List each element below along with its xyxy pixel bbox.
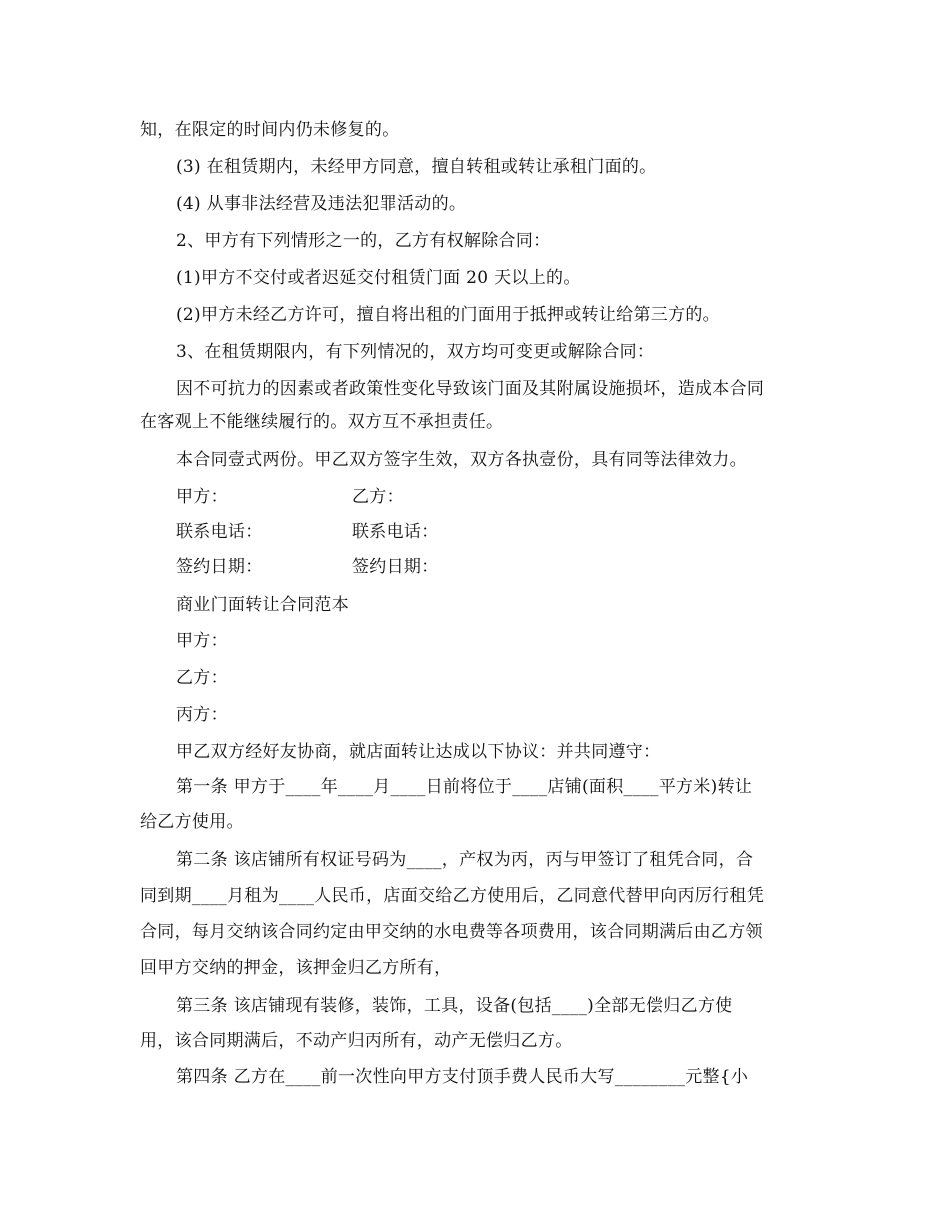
text-line: (3) 在租赁期内，未经甲方同意，擅自转租或转让承租门面的。 — [176, 157, 657, 177]
signature-row-phone — [176, 520, 576, 544]
text-line: 在客观上不能继续履行的。双方互不承担责任。 — [140, 412, 504, 432]
text-line: 第二条 该店铺所有权证号码为____，产权为丙，丙与甲签订了租凭合同，合 — [176, 850, 754, 870]
section-title: 商业门面转让合同范本 — [176, 595, 349, 615]
text-line: 3、在租赁期限内，有下列情况的，双方均可变更或解除合同： — [176, 342, 655, 362]
party-b-label: 乙方： — [352, 487, 404, 507]
phone-b-label: 联系电话： — [352, 522, 439, 542]
signature-row-date — [176, 555, 576, 579]
text-line: 第一条 甲方于____年____月____日前将位于____店铺(面积____平方米)转让 — [176, 777, 753, 797]
date-b-label: 签约日期： — [352, 557, 439, 577]
text-line: 本合同壹式两份。甲乙双方签字生效，双方各执壹份，具有同等法律效力。 — [176, 450, 747, 470]
party-a-label: 甲方： — [176, 487, 228, 507]
text-line: 知，在限定的时间内仍未修复的。 — [140, 120, 400, 140]
party-c-label: 丙方： — [176, 705, 228, 725]
text-line: (1)甲方不交付或者迟延交付租赁门面 20 天以上的。 — [176, 268, 581, 288]
text-line: 因不可抗力的因素或者政策性变化导致该门面及其附属设施损坏，造成本合同 — [176, 379, 765, 399]
phone-a-label: 联系电话： — [176, 522, 263, 542]
text-line: 同到期____月租为____人民币，店面交给乙方使用后，乙同意代替甲向丙厉行租凭 — [140, 886, 764, 906]
date-a-label: 签约日期： — [176, 557, 263, 577]
party-a-label: 甲方： — [176, 631, 228, 651]
text-line: (2)甲方未经乙方许可，擅自将出租的门面用于抵押或转让给第三方的。 — [176, 305, 720, 325]
text-line: 第三条 该店铺现有装修，装饰，工具，设备(包括____)全部无偿归乙方使 — [176, 996, 733, 1016]
text-line: 合同，每月交纳该合同约定由甲交纳的水电费等各项费用，该合同期满后由乙方领 — [140, 922, 763, 942]
text-line: (4) 从事非法经营及违法犯罪活动的。 — [176, 194, 467, 214]
text-line: 给乙方使用。 — [140, 812, 244, 832]
text-line: 甲乙双方经好友协商，就店面转让达成以下协议：并共同遵守： — [176, 742, 661, 762]
signature-row-party — [176, 485, 576, 509]
text-line: 2、甲方有下列情形之一的，乙方有权解除合同： — [176, 231, 551, 251]
party-b-label: 乙方： — [176, 668, 228, 688]
text-line: 回甲方交纳的押金，该押金归乙方所有， — [140, 958, 452, 978]
text-line: 用，该合同期满后，不动产归丙所有，动产无偿归乙方。 — [140, 1031, 573, 1051]
text-line: 第四条 乙方在____前一次性向甲方支付顶手费人民币大写________元整{小 — [176, 1067, 749, 1087]
